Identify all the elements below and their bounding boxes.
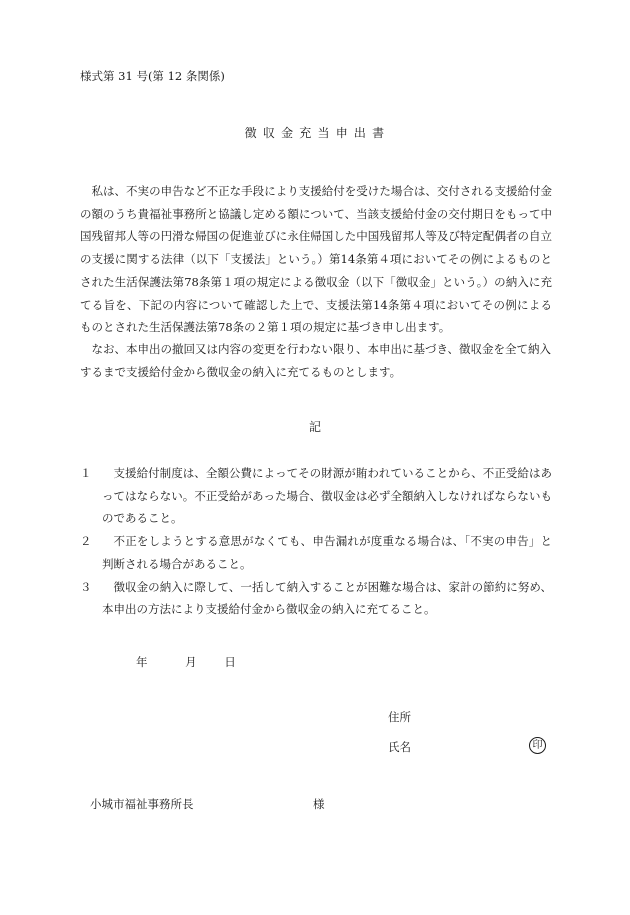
document-title: 徴 収 金 充 当 申 出 書 <box>244 126 386 140</box>
name-label: 氏名 <box>388 740 411 754</box>
item-number: １ <box>80 466 92 480</box>
item-number: ２ <box>80 534 92 549</box>
address-label: 住所 <box>388 710 411 724</box>
paragraph-1: 私は、不実の申告など不正な手段により支援給付を受けた場合は、交付される支援給付金の額のうち貴福祉事務所と協議し定める額について、当該支援給付金の交付期日をもって中国残留邦人等の円滑な帰国の促進並びに永住帰国した中国残留邦人等及び特定配偶者の自立の支援に関する法律（以下「支援法」という。）第14条第４項においてその例によるものとされた生活保護法第78条第１項の規定による徴収金（以下「徴収金」という。）の納入に充てる旨を、下記の内容について確認した上で、支援法第14条第４項においてその例によるものとされた生活保護法第78条の２第１項の規定に基づき申し出ます。 <box>80 184 552 335</box>
date-line <box>136 654 236 670</box>
item-list <box>80 462 552 621</box>
item-text: 徴収金の納入に際して、一括して納入することが困難な場合は、家計の節約に努め、本申出の方法により支援給付金から徴収金の納入に充てること。 <box>102 579 552 617</box>
date-day: 日 <box>224 655 236 669</box>
addressee: 小城市福祉事務所長 <box>90 797 194 811</box>
item-number: ３ <box>80 579 92 594</box>
date-month: 月 <box>185 655 197 669</box>
list-item <box>80 576 552 621</box>
list-item <box>80 462 552 530</box>
form-number: 様式第 31 号(第 12 条関係) <box>80 69 225 83</box>
date-year: 年 <box>136 655 148 669</box>
paragraph-2: なお、本申出の撤回又は内容の変更を行わない限り、本申出に基づき、徴収金を全て納入するまで支援給付金から徴収金の納入に充てるものとします。 <box>80 342 552 379</box>
addressee-honorific: 様 <box>313 797 325 811</box>
seal-mark-icon: 印 <box>529 737 546 754</box>
list-item <box>80 530 552 575</box>
ki-heading: 記 <box>308 420 321 434</box>
item-text: 不正をしようとする意思がなくても、申告漏れが度重なる場合は、「不実の申告」と判断される場合があること。 <box>102 534 552 571</box>
item-text: 支援給付制度は、全額公費によってその財源が賄われていることから、不正受給はあってはならない。不正受給があった場合、徴収金は必ず全額納入しなければならないものであること。 <box>102 466 552 526</box>
